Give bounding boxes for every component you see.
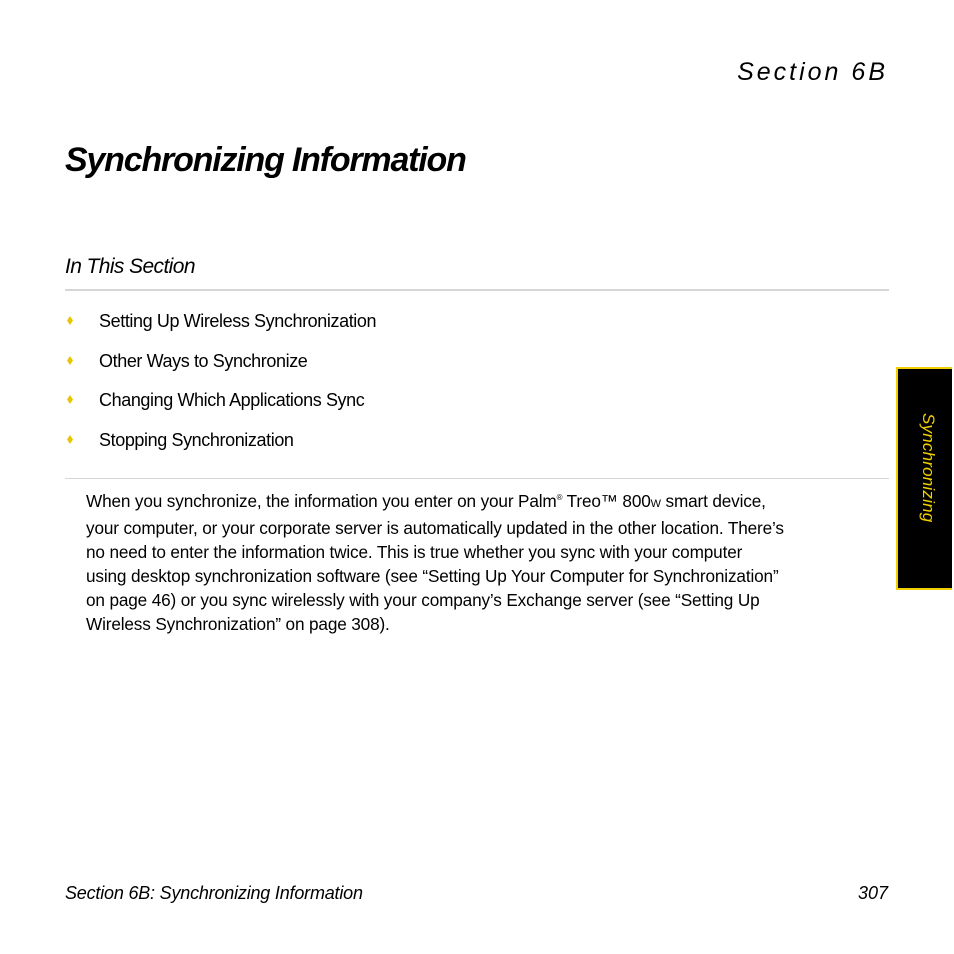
paragraph-line: on page 46) or you sync wirelessly with your company’s Exchange server (see “Setting Up <box>86 590 760 610</box>
page-number: 307 <box>857 883 888 903</box>
diamond-bullet-icon <box>67 356 73 365</box>
diamond-bullet-icon <box>67 316 73 325</box>
section-label: Section 6B <box>737 58 888 86</box>
model-suffix: W <box>650 498 661 510</box>
intro-paragraph <box>86 489 886 636</box>
side-tab-label: Synchronizing <box>919 413 938 523</box>
footer-section-title: Section 6B: Synchronizing Information <box>65 883 363 903</box>
toc-link-changing-apps[interactable]: Changing Which Applications Sync <box>99 390 365 411</box>
paragraph-line: your computer, or your corporate server is automatically updated in the other location. There’s <box>86 518 784 538</box>
contents-divider <box>65 478 889 479</box>
page-title: Synchronizing Information <box>65 141 466 179</box>
paragraph-text: Treo™ 800 <box>562 491 651 511</box>
chapter-side-tab[interactable] <box>896 367 952 590</box>
paragraph-text: When you synchronize, the information you enter on your Palm <box>86 491 557 511</box>
diamond-bullet-icon <box>67 395 73 404</box>
heading-divider <box>65 289 889 291</box>
paragraph-line: no need to enter the information twice. This is true whether you sync with your computer <box>86 542 743 562</box>
paragraph-line <box>86 489 886 516</box>
paragraph-line: Wireless Synchronization” on page 308). <box>86 614 390 634</box>
toc-link-stopping-sync[interactable]: Stopping Synchronization <box>99 430 294 451</box>
paragraph-text: smart device, <box>660 491 766 511</box>
registered-mark: ® <box>556 493 563 502</box>
toc-link-other-ways[interactable]: Other Ways to Synchronize <box>99 350 308 371</box>
in-this-section-heading: In This Section <box>65 255 195 278</box>
paragraph-line: using desktop synchronization software (see “Setting Up Your Computer for Synchronization” <box>86 566 779 586</box>
toc-link-wireless-sync[interactable]: Setting Up Wireless Synchronization <box>99 311 377 331</box>
diamond-bullet-icon <box>67 435 73 444</box>
